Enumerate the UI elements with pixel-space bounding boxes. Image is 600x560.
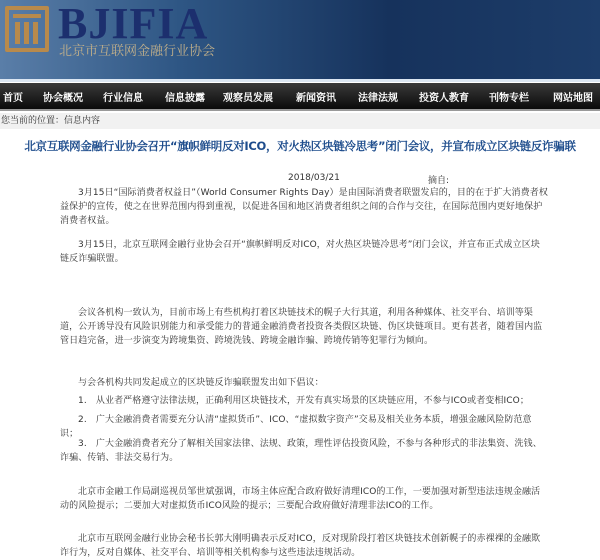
site-header xyxy=(0,0,600,82)
nav-laws[interactable]: 法律法规 xyxy=(358,92,398,104)
nav-observer[interactable]: 观察员发展 xyxy=(223,92,273,104)
paragraph: 3月15日“国际消费者权益日”（World Consumer Rights Day）是由国际消费者联盟发启的，目的在于扩大消费者权益保护的宣传，使之在世界范围内得到重视，以促进各国和地区消费者组织之间的合作与交往，在国际范围内更好地保护消费者权益。 xyxy=(60,188,548,226)
main-nav xyxy=(0,83,600,111)
nav-sitemap[interactable]: 网站地图 xyxy=(553,92,593,104)
paragraph: 北京市金融工作局副巡视员邹世斌强调，市场主体应配合政府做好清理ICO的工作，一要加强对新型违法违规金融活动的风险提示；二要加大对虚拟货币ICO风险的提示；三要配合政府做好清理非法ICO的工作。 xyxy=(60,487,541,511)
logo-text: BJIFIA xyxy=(58,0,209,48)
nav-industry-info[interactable]: 行业信息 xyxy=(103,92,143,104)
nav-news[interactable]: 新闻资讯 xyxy=(296,92,336,104)
nav-home[interactable]: 首页 xyxy=(3,92,23,104)
nav-disclosure[interactable]: 信息披露 xyxy=(165,92,205,104)
list-item: 3. 广大金融消费者充分了解相关国家法律、法规、政策，理性评估投资风险，不参与各种形式的非法集资、洗钱、诈骗、传销、非法交易行为。 xyxy=(60,439,542,463)
nav-about[interactable]: 协会概况 xyxy=(43,92,83,104)
nav-investor-education[interactable]: 投资人教育 xyxy=(419,92,469,104)
article-title: 北京互联网金融行业协会召开“旗帜鲜明反对ICO，对火热区块链冷思考”闭门会议，并宣布成立区块链反诈骗联 xyxy=(24,139,576,153)
org-name: 北京市互联网金融行业协会 xyxy=(59,44,216,59)
list-item: 1. 从业者严格遵守法律法规，正确利用区块链技术，开发有真实场景的区块链应用，不参与ICO或者变相ICO； xyxy=(78,396,529,406)
article-date: 2018/03/21 xyxy=(288,173,340,183)
breadcrumb: 您当前的位置：信息内容 xyxy=(0,113,600,129)
paragraph: 会议各机构一致认为，目前市场上有些机构打着区块链技术的幌子大行其道，利用各种媒体、社交平台、培训等渠道，公开诱导没有风险识别能力和承受能力的普通金融消费者投资各类假区块链、伪区块链项目。更有甚者，随着国内监管日趋完备，进一步演变为跨境集资、跨境洗钱、跨境金融诈骗、跨境传销等犯罪行为倾向。 xyxy=(60,308,543,346)
paragraph: 北京市互联网金融行业协会秘书长郭大刚明确表示反对ICO，反对现阶段打着区块链技术创新幌子的赤裸裸的金融欺诈行为，反对自媒体、社交平台、培训等相关机构参与这些违法违规活动。 xyxy=(60,534,541,558)
paragraph: 与会各机构共同发起成立的区块链反诈骗联盟发出如下倡议： xyxy=(78,378,324,388)
nav-publications[interactable]: 刊物专栏 xyxy=(489,92,529,104)
logo-icon xyxy=(5,6,49,52)
list-item: 2. 广大金融消费者需要充分认清“虚拟货币”、ICO、“虚拟数字资产”交易及相关业务本质，增强金融风险防范意识； xyxy=(60,415,532,439)
paragraph: 3月15日，北京互联网金融行业协会召开“旗帜鲜明反对ICO，对火热区块链冷思考”闭门会议，并宣布正式成立区块链反诈骗联盟。 xyxy=(60,240,540,264)
article-source: 摘自: xyxy=(428,176,450,186)
